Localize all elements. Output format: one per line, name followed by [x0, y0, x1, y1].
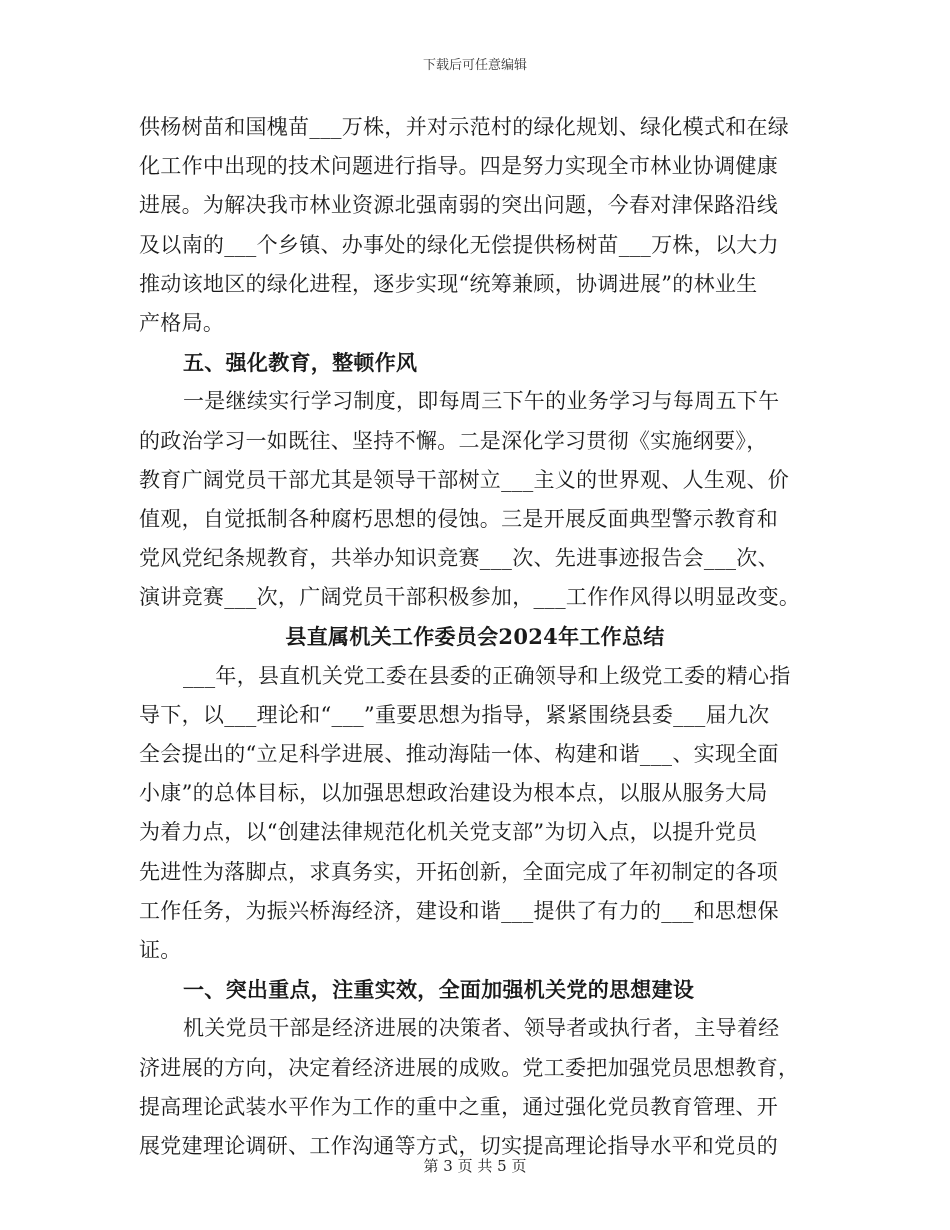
text-line: 的政治学习一如既往、坚持不懈。二是深化学习贯彻《实施纲要》，	[139, 428, 768, 453]
text-line: 演讲竞赛___次，广阔党员干部积极参加，___工作作风得以明显改变。	[139, 585, 801, 610]
text-line: 全会提出的“立足科学进展、推动海陆一体、构建和谐___、实现全面	[139, 742, 779, 766]
text-line: 进展。为解决我市林业资源北强南弱的突出问题，今春对津保路沿线	[139, 193, 778, 218]
text-line: 机关党员干部是经济进展的决策者、领导者或执行者，主导着经	[183, 1016, 780, 1041]
document-body	[139, 108, 811, 1166]
text-line: 导下，以___理论和“___”重要思想为指导，紧紧围绕县委___届九次	[139, 702, 770, 727]
text-line: 展党建理论调研、工作沟通等方式，切实提高理论指导水平和党员的	[139, 1133, 778, 1158]
text-line: 党风党纪条规教育，共举办知识竞赛___次、先进事迹报告会___次、	[139, 546, 779, 571]
section-heading: 一、突出重点，注重实效，全面加强机关党的思想建设	[183, 977, 695, 1003]
text-line: 小康”的总体目标，以加强思想政治建设为根本点，以服从服务大局	[139, 781, 768, 806]
text-line: 济进展的方向，决定着经济进展的成败。党工委把加强党员思想教育，	[139, 1055, 800, 1080]
text-line: 及以南的___个乡镇、办事处的绿化无偿提供杨树苗___万株，以大力	[139, 232, 779, 257]
text-line: 化工作中出现的技术问题进行指导。四是努力实现全市林业协调健康	[139, 154, 778, 179]
text-line: 先进性为落脚点，求真务实，开拓创新，全面完成了年初制定的各项	[139, 859, 778, 884]
text-line: 教育广阔党员干部尤其是领导干部树立___主义的世界观、人生观、价	[139, 467, 790, 492]
section-heading: 五、强化教育，整顿作风	[183, 350, 418, 376]
text-line: 提高理论武装水平作为工作的重中之重，通过强化党员教育管理、开	[139, 1094, 778, 1119]
text-line: 值观，自觉抵制各种腐朽思想的侵蚀。三是开展反面典型警示教育和	[139, 506, 778, 531]
document-title: 县直属机关工作委员会2024年工作总结	[285, 624, 665, 650]
text-line: 证。	[139, 937, 182, 962]
text-line: 为着力点，以“创建法律规范化机关党支部”为切入点，以提升党员	[139, 820, 758, 845]
text-line: 产格局。	[139, 310, 225, 335]
page-number-footer: 第 3 页 共 5 页	[423, 1157, 527, 1175]
text-line: 工作任务，为振兴桥海经济，建设和谐___提供了有力的___和思想保	[139, 898, 779, 923]
text-line: 推动该地区的绿化进程，逐步实现“统筹兼顾，协调进展”的林业生	[139, 271, 758, 296]
text-line: ___年，县直机关党工委在县委的正确领导和上级党工委的精心指	[183, 663, 791, 688]
text-line: 一是继续实行学习制度，即每周三下午的业务学习与每周五下午	[183, 389, 780, 414]
text-line: 供杨树苗和国槐苗___万株，并对示范村的绿化规划、绿化模式和在绿	[139, 115, 790, 139]
page-header-note: 下载后可任意编辑	[422, 58, 527, 73]
